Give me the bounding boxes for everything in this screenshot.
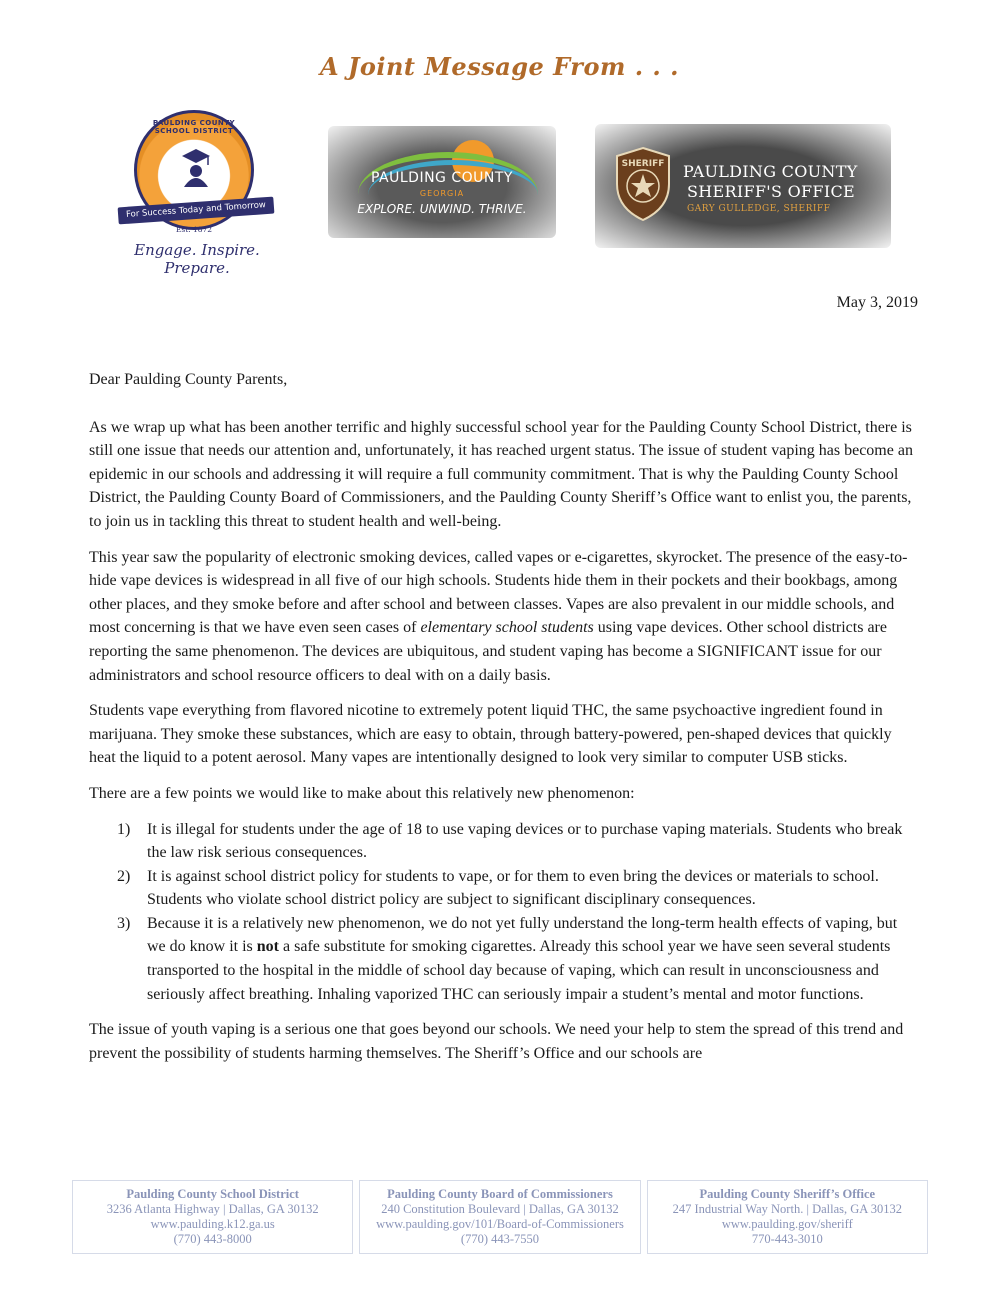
footer-website-link[interactable]: www.paulding.gov/101/Board-of-Commissioners <box>376 1217 624 1231</box>
paragraph-4: There are a few points we would like to make about this relatively new phenomenon: <box>89 784 635 802</box>
footer-phone: 770-443-3010 <box>751 1232 823 1246</box>
county-logo-slogan: EXPLORE. UNWIND. THRIVE. <box>357 202 527 216</box>
list-item-text-a: Because it is a relatively new phenomenon, we do not yet fully understand the long-term health effects of vaping, but we do know it is <box>147 914 898 956</box>
footer-website-link[interactable]: www.paulding.k12.ga.us <box>150 1217 275 1231</box>
footer-website-link[interactable]: www.paulding.gov/sheriff <box>721 1217 853 1231</box>
footer-org-name: Paulding County Sheriff’s Office <box>699 1187 876 1201</box>
footer-address: 240 Constitution Boulevard | Dallas, GA 30132 <box>381 1202 619 1216</box>
list-number: 2) <box>117 867 131 885</box>
seal-ring-text: PAULDING COUNTY SCHOOL DISTRICT <box>152 119 236 135</box>
letter-body <box>89 368 919 1077</box>
list-item <box>89 865 919 912</box>
list-number: 3) <box>117 914 131 932</box>
list-item <box>89 912 919 1006</box>
joint-message-heading: A Joint Message From . . . <box>320 52 679 81</box>
county-logo-name: PAULDING COUNTY <box>371 170 513 186</box>
sheriff-logo-line3: GARY GULLEDGE, SHERIFF <box>687 204 831 214</box>
sheriff-office-logo <box>595 124 891 248</box>
paragraph-3: Students vape everything from flavored nicotine to extremely potent liquid THC, the same psychoactive ingredient found in marijuana. They smoke these substances, which are easy to obtain, through battery-powered, pen-shaped devices that quickly heat the liquid to a potent aerosol. Many vapes are intentionally designed to look very similar to computer USB sticks. <box>89 702 892 767</box>
school-district-logo <box>112 108 282 277</box>
footer-phone: (770) 443-7550 <box>460 1232 540 1246</box>
list-item-text: It is illegal for students under the age of 18 to use vaping devices or to purchase vaping materials. Students who break the law risk serious consequences. <box>147 820 903 862</box>
paragraph-5: The issue of youth vaping is a serious one that goes beyond our schools. We need your help to stem the spread of this trend and prevent the possibility of students harming themselves. The Sheriff’s Office and our schools are <box>89 1021 904 1062</box>
sheriff-badge-icon <box>613 146 673 222</box>
list-item-text-b: a safe substitute for smoking cigarettes. Already this school year we have seen several students transported to the hospital in the middle of school day because of vaping, which can result in unconsciousness and seriously affect breathing. Inhaling vaporized THC can seriously impair a student’s mental and motor functions. <box>147 938 891 1003</box>
county-logo-state: GEORGIA <box>419 189 465 198</box>
footer-address: 247 Industrial Way North. | Dallas, GA 30132 <box>672 1202 902 1216</box>
footer-contacts <box>72 1180 928 1254</box>
list-item <box>89 818 919 865</box>
paragraph-2 <box>89 546 919 688</box>
paragraph-2-text-b: using vape devices. Other school districts are reporting the same phenomenon. The devices are ubiquitous, and student vaping has become a SIGNIFICANT issue for our administrators and school resource officers to deal with on a daily basis. <box>89 619 887 684</box>
school-tagline: Engage. Inspire. Prepare. <box>134 241 260 277</box>
footer-board-of-commissioners <box>359 1180 640 1254</box>
footer-sheriff-office <box>647 1180 928 1254</box>
paragraph-2-text-a: This year saw the popularity of electronic smoking devices, called vapes or e-cigarettes, skyrocket. The presence of the easy-to-hide vape devices is widespread in all five of our high schools. Students hide them in their pockets and their bookbags, among other places, and they smoke before and after school and between classes. Vapes are also prevalent in our middle schools, and most concerning is that we have even seen cases of <box>89 548 908 637</box>
footer-org-name: Paulding County Board of Commissioners <box>387 1187 613 1201</box>
footer-address: 3236 Atlanta Highway | Dallas, GA 30132 <box>106 1202 319 1216</box>
school-ribbon: For Success Today and Tomorrow <box>118 197 275 225</box>
sheriff-logo-line1: PAULDING COUNTY <box>683 162 858 181</box>
paragraph-2-emphasis: elementary school students <box>420 619 594 637</box>
sheriff-badge-label: SHERIFF <box>621 159 665 169</box>
paulding-county-logo <box>328 126 556 238</box>
salutation: Dear Paulding County Parents, <box>89 371 288 388</box>
footer-org-name: Paulding County School District <box>126 1187 299 1201</box>
paragraph-1: As we wrap up what has been another terrific and highly successful school year for the Paulding County School District, there is still one issue that needs our attention and, unfortunately, it has reached urgent status. The issue of student vaping has become an epidemic in our schools and addressing it will require a full community commitment. That is why the Paulding County School District, the Paulding County Board of Commissioners, and the Paulding County Sheriff’s Office want to enlist you, the parents, to join us in tackling this threat to student health and well-being. <box>89 418 913 530</box>
graduation-cap-icon <box>181 147 211 187</box>
list-number: 1) <box>117 820 131 838</box>
list-item-bold: not <box>256 938 280 956</box>
points-list <box>89 818 919 1007</box>
school-est-label: Est. 1872 <box>175 225 213 234</box>
letter-date: May 3, 2019 <box>836 294 918 311</box>
list-item-text: It is against school district policy for students to vape, or for them to even bring the devices or materials to school. Students who violate school district policy are subject to significant disciplinary consequences. <box>147 867 879 909</box>
footer-school-district <box>72 1180 353 1254</box>
footer-phone: (770) 443-8000 <box>173 1232 252 1246</box>
sheriff-logo-line2: SHERIFF'S OFFICE <box>687 182 855 201</box>
